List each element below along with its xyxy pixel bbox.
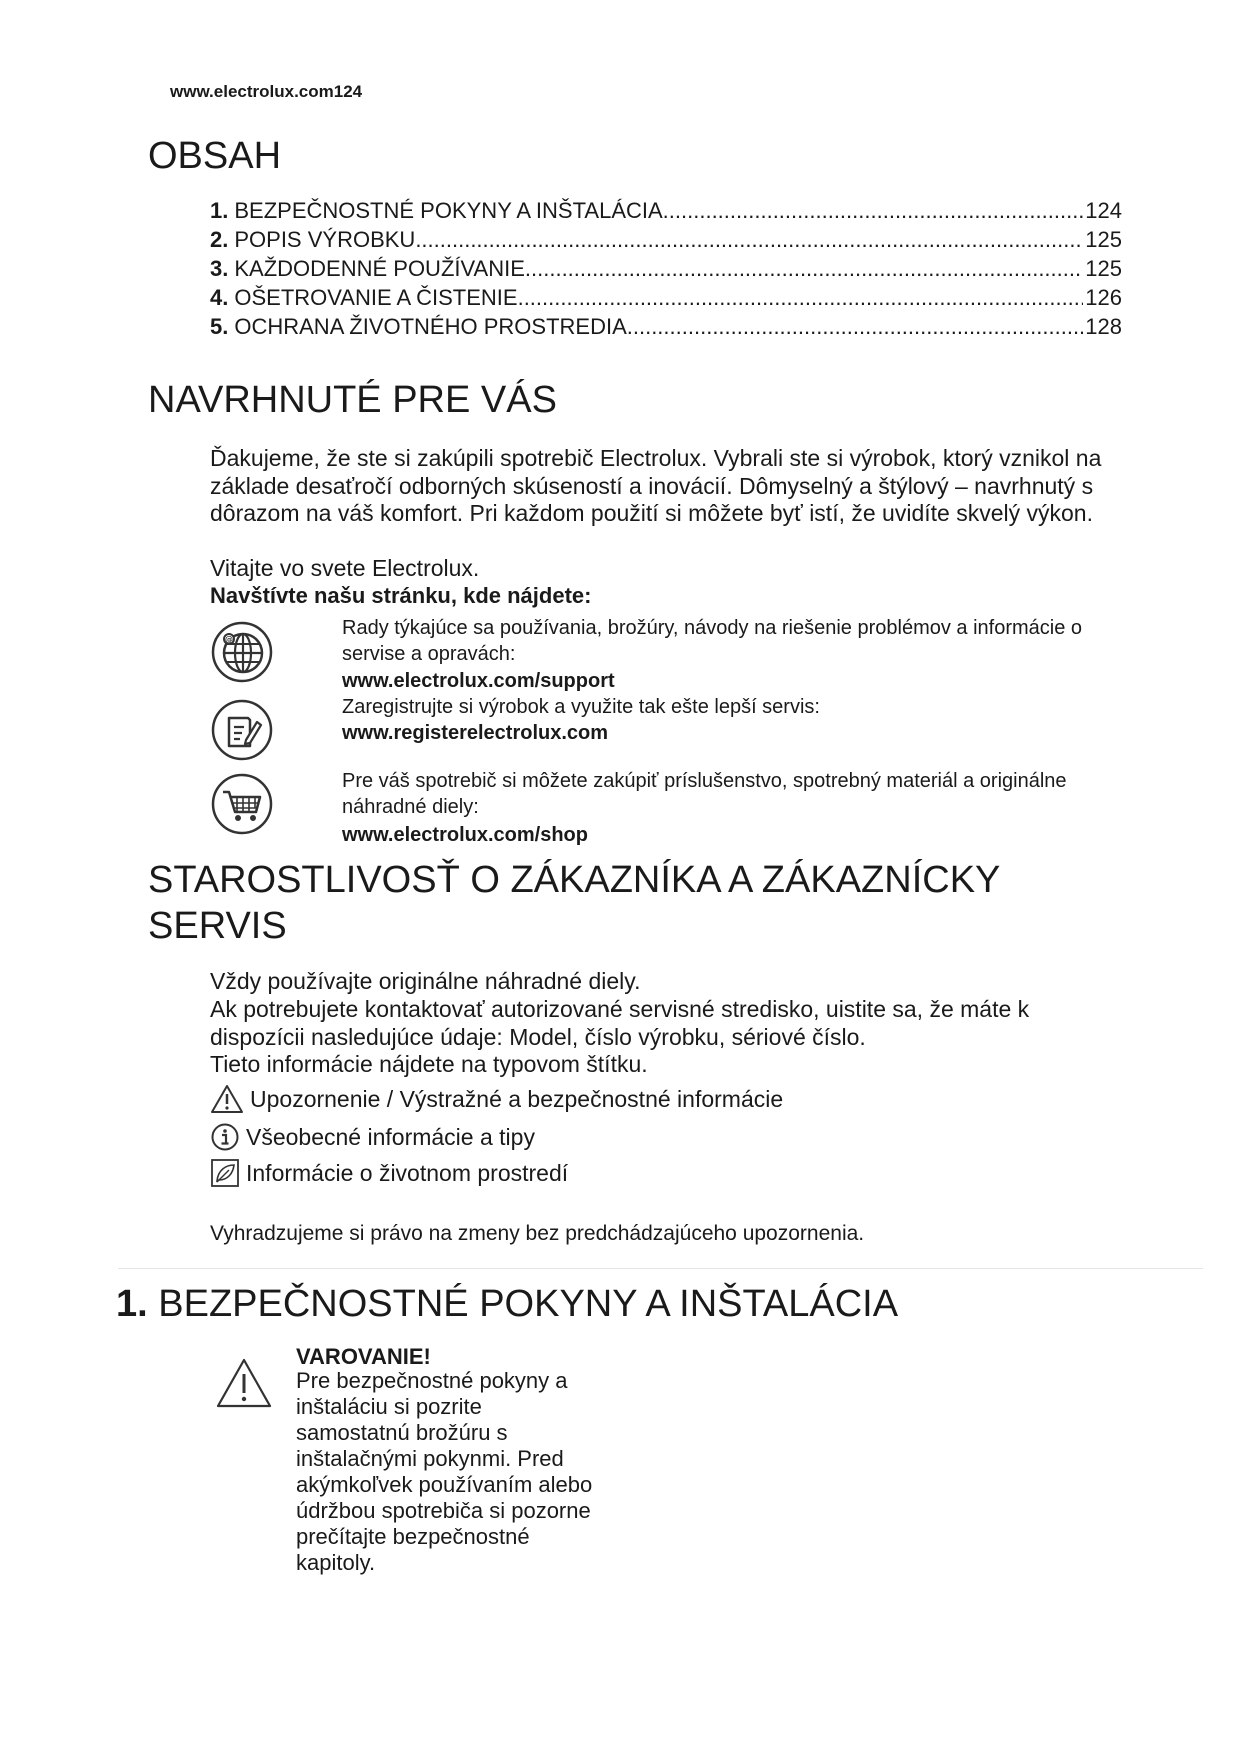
toc-item-number: 3. — [210, 256, 229, 281]
toc-item-label: KAŽDODENNÉ POUŽÍVANIE — [234, 256, 525, 281]
care-title-line1: STAROSTLIVOSŤ O ZÁKAZNÍKA A ZÁKAZNÍCKY — [148, 859, 1001, 901]
toc-item-1[interactable] — [210, 198, 1122, 227]
care-paragraph-2: Ak potrebujete kontaktovať autorizované servisné stredisko, uistite sa, že máte k dispozícii nasledujúce údaje: Model, číslo výrobku, sériové číslo. — [210, 996, 1030, 1050]
support-text: Rady týkajúce sa používania, brožúry, návody na riešenie problémov a informácie o servise a opravách: — [342, 617, 1083, 665]
care-title-line2: SERVIS — [148, 905, 287, 947]
info-icon — [210, 1122, 240, 1152]
toc-item-2[interactable] — [210, 227, 1122, 256]
section1-title: BEZPEČNOSTNÉ POKYNY A INŠTALÁCIA — [158, 1283, 899, 1325]
toc-item-number: 4. — [210, 285, 229, 310]
designed-title: NAVRHNUTÉ PRE VÁS — [148, 379, 557, 421]
header-url[interactable]: www.electrolux.com124 — [170, 82, 363, 101]
section1-number: 1. — [116, 1283, 148, 1325]
toc-item-page: 126 — [1085, 285, 1122, 310]
register-text: Zaregistrujte si výrobok a využite tak ešte lepší servis: — [342, 696, 820, 718]
toc-item-3[interactable] — [210, 256, 1122, 285]
designed-visit: Navštívte našu stránku, kde nájdete: — [210, 583, 592, 608]
section1-heading — [116, 1282, 898, 1328]
reserve-note: Vyhradzujeme si právo na zmeny bez predchádzajúceho upozornenia. — [210, 1222, 865, 1245]
care-paragraph-3: Tieto informácie nájdete na typovom štítku. — [210, 1051, 648, 1077]
warning-text: Pre bezpečnostné pokyny a inštaláciu si pozrite samostatnú brožúru s inštalačnými pokynmi. Pred akýmkoľvek používaním alebo údržbou spotrebiča si pozorne prečítajte bezpečnostné kapitoly. — [296, 1368, 593, 1575]
toc-item-page: 124 — [1085, 198, 1122, 223]
toc-item-number: 1. — [210, 198, 229, 223]
warning-icon — [215, 1357, 273, 1409]
designed-welcome: Vitajte vo svete Electrolux. — [210, 555, 480, 581]
table-of-contents — [210, 198, 1122, 343]
toc-item-number: 5. — [210, 314, 229, 339]
legend-info — [210, 1122, 535, 1152]
toc-leader-dots — [518, 285, 1084, 311]
shop-link[interactable]: www.electrolux.com/shop — [342, 824, 588, 846]
legend-warning-label: Upozornenie / Výstražné a bezpečnostné informácie — [250, 1085, 784, 1112]
care-paragraph-1: Vždy používajte originálne náhradné diely. — [210, 968, 641, 994]
support-link[interactable]: www.electrolux.com/support — [342, 670, 615, 692]
toc-title: OBSAH — [148, 135, 282, 177]
warning-icon — [210, 1084, 244, 1114]
toc-item-page: 125 — [1085, 256, 1122, 281]
toc-item-page: 128 — [1085, 314, 1122, 339]
legend-warning — [210, 1084, 783, 1114]
register-link[interactable]: www.registerelectrolux.com — [342, 722, 609, 744]
leaf-icon — [210, 1158, 240, 1188]
warning-title: VAROVANIE! — [296, 1344, 431, 1369]
toc-item-label: BEZPEČNOSTNÉ POKYNY A INŠTALÁCIA — [234, 198, 663, 223]
toc-item-4[interactable] — [210, 285, 1122, 314]
legend-environment-label: Informácie o životnom prostredí — [246, 1159, 569, 1186]
toc-item-5[interactable] — [210, 314, 1122, 343]
shop-text: Pre váš spotrebič si môžete zakúpiť príslušenstvo, spotrebný materiál a originálne náhradné diely: — [342, 770, 1067, 818]
toc-leader-dots — [525, 256, 1083, 282]
legend-info-label: Všeobecné informácie a tipy — [246, 1123, 535, 1150]
designed-paragraph: Ďakujeme, že ste si zakúpili spotrebič Electrolux. Vybrali ste si výrobok, ktorý vznikol na základe desaťročí odborných skúseností a inovácií. Dômyselný a štýlový – navrhnutý s dôrazom na váš komfort. Pri každom použití si môžete byť istí, že uvidíte skvelý výkon. — [210, 445, 1102, 526]
toc-leader-dots — [627, 314, 1084, 340]
toc-item-label: OCHRANA ŽIVOTNÉHO PROSTREDIA — [234, 314, 627, 339]
section-divider — [118, 1268, 1203, 1269]
legend-environment — [210, 1158, 568, 1188]
svg-text:@: @ — [225, 635, 233, 644]
toc-item-number: 2. — [210, 227, 229, 252]
cart-icon — [210, 772, 274, 836]
register-icon — [210, 698, 274, 762]
toc-item-page: 125 — [1085, 227, 1122, 252]
toc-item-label: POPIS VÝROBKU — [234, 227, 416, 252]
toc-leader-dots — [663, 198, 1084, 224]
toc-item-label: OŠETROVANIE A ČISTENIE — [234, 285, 518, 310]
globe-icon — [210, 620, 274, 684]
toc-leader-dots — [415, 227, 1083, 253]
